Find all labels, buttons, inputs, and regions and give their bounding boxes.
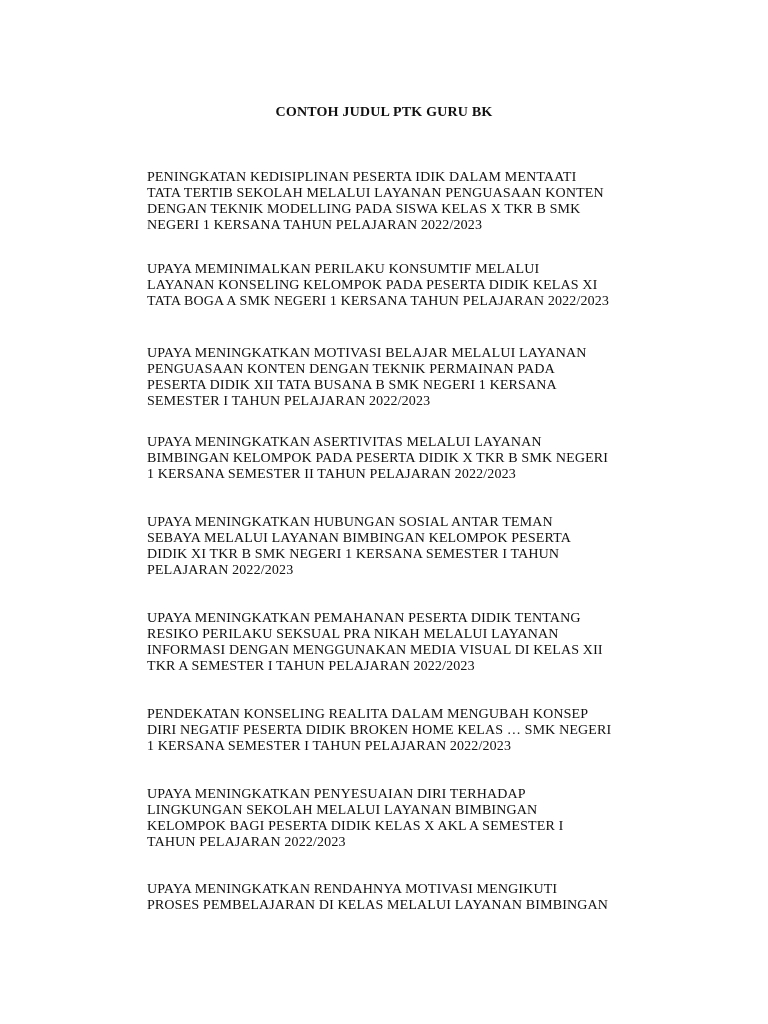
title-entry-7 — [147, 707, 667, 755]
entry-line: DIRI NEGATIF PESERTA DIDIK BROKEN HOME KELAS … SMK NEGERI — [147, 723, 612, 738]
entry-line: NEGERI 1 KERSANA TAHUN PELAJARAN 2022/2023 — [147, 218, 483, 233]
title-entry-5 — [147, 515, 667, 579]
entry-line: DENGAN TEKNIK MODELLING PADA SISWA KELAS X TKR B SMK — [147, 202, 581, 217]
entry-line: TATA TERTIB SEKOLAH MELALUI LAYANAN PENGUASAAN KONTEN — [147, 186, 604, 201]
entry-line: 1 KERSANA SEMESTER I TAHUN PELAJARAN 2022/2023 — [147, 739, 512, 754]
entry-line: PENGUASAAN KONTEN DENGAN TEKNIK PERMAINAN PADA — [147, 362, 555, 377]
title-entry-6 — [147, 611, 667, 675]
title-entry-4 — [147, 435, 667, 483]
entry-line: TAHUN PELAJARAN 2022/2023 — [147, 835, 346, 850]
entry-line: LAYANAN KONSELING KELOMPOK PADA PESERTA DIDIK KELAS XI — [147, 278, 598, 293]
entry-line: UPAYA MEMINIMALKAN PERILAKU KONSUMTIF MELALUI — [147, 262, 540, 277]
title-entry-2 — [147, 262, 667, 310]
entry-line: PENINGKATAN KEDISIPLINAN PESERTA IDIK DALAM MENTAATI — [147, 170, 577, 185]
entry-line: UPAYA MENINGKATKAN RENDAHNYA MOTIVASI MENGIKUTI — [147, 882, 558, 897]
document-title: CONTOH JUDUL PTK GURU BK — [275, 105, 493, 120]
entry-line: UPAYA MENINGKATKAN PENYESUAIAN DIRI TERHADAP — [147, 787, 526, 802]
entry-line: SEBAYA MELALUI LAYANAN BIMBINGAN KELOMPOK PESERTA — [147, 531, 571, 546]
entry-line: BIMBINGAN KELOMPOK PADA PESERTA DIDIK X TKR B SMK NEGERI — [147, 451, 609, 466]
entry-line: TKR A SEMESTER I TAHUN PELAJARAN 2022/2023 — [147, 659, 475, 674]
entry-line: PESERTA DIDIK XII TATA BUSANA B SMK NEGERI 1 KERSANA — [147, 378, 557, 393]
entry-line: UPAYA MENINGKATKAN MOTIVASI BELAJAR MELALUI LAYANAN — [147, 346, 587, 361]
title-entry-9 — [147, 882, 667, 914]
entry-line: PENDEKATAN KONSELING REALITA DALAM MENGUBAH KONSEP — [147, 707, 589, 722]
entry-line: INFORMASI DENGAN MENGGUNAKAN MEDIA VISUAL DI KELAS XII — [147, 643, 603, 658]
title-entry-8 — [147, 787, 667, 851]
entry-line: UPAYA MENINGKATKAN ASERTIVITAS MELALUI LAYANAN — [147, 435, 542, 450]
entry-line: PROSES PEMBELAJARAN DI KELAS MELALUI LAYANAN BIMBINGAN — [147, 898, 609, 913]
entry-line: TATA BOGA A SMK NEGERI 1 KERSANA TAHUN PELAJARAN 2022/2023 — [147, 294, 610, 309]
entry-line: LINGKUNGAN SEKOLAH MELALUI LAYANAN BIMBINGAN — [147, 803, 538, 818]
entry-line: KELOMPOK BAGI PESERTA DIDIK KELAS X AKL A SEMESTER I — [147, 819, 564, 834]
title-entry-1 — [147, 170, 667, 234]
entry-line: 1 KERSANA SEMESTER II TAHUN PELAJARAN 2022/2023 — [147, 467, 516, 482]
entry-line: SEMESTER I TAHUN PELAJARAN 2022/2023 — [147, 394, 431, 409]
entry-line: DIDIK XI TKR B SMK NEGERI 1 KERSANA SEMESTER I TAHUN — [147, 547, 560, 562]
entry-line: RESIKO PERILAKU SEKSUAL PRA NIKAH MELALUI LAYANAN — [147, 627, 559, 642]
title-entry-3 — [147, 346, 667, 410]
entry-line: UPAYA MENINGKATKAN PEMAHANAN PESERTA DIDIK TENTANG — [147, 611, 581, 626]
entry-line: UPAYA MENINGKATKAN HUBUNGAN SOSIAL ANTAR TEMAN — [147, 515, 553, 530]
entry-line: PELAJARAN 2022/2023 — [147, 563, 294, 578]
